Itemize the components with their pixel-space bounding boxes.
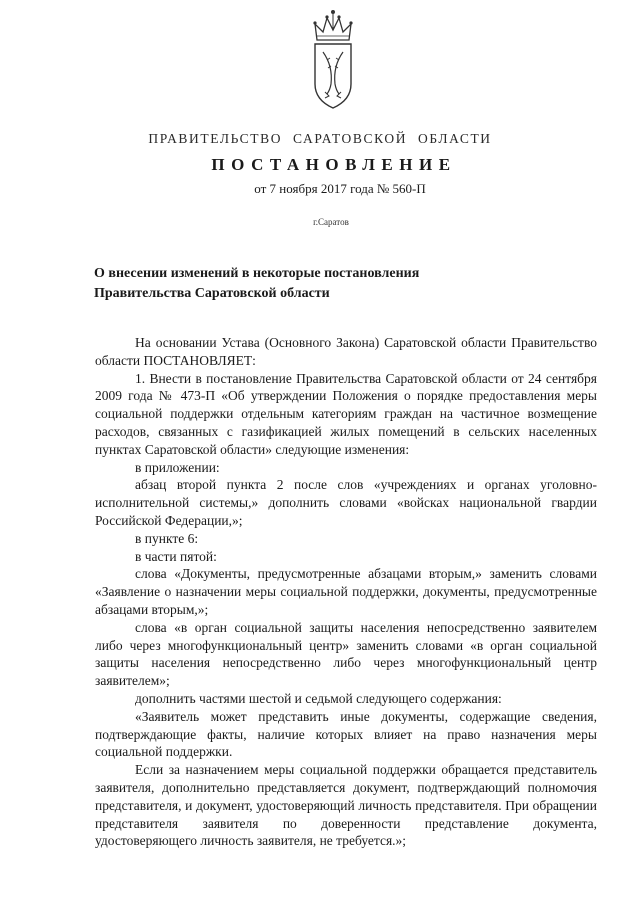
- body-paragraph: 1. Внести в постановление Правительства Саратовской области от 24 сентября 2009 года № 473-П «Об утверждении Положения о порядке предоставления меры социальной поддержки отдельным категориям граждан на частичное возмещение расходов, связанных с газификацией жилых помещений в сельских населенных пунктах Саратовской области» следующие изменения:: [95, 370, 597, 457]
- body-paragraph: дополнить частями шестой и седьмой следующего содержания:: [135, 690, 502, 706]
- document-title-line: О внесении изменений в некоторые постановления: [94, 266, 420, 281]
- document-city: г.Саратов: [313, 217, 349, 227]
- body-paragraph: Если за назначением меры социальной поддержки обращается представитель заявителя, дополнительно представляется документ, подтверждающий полномочия представителя, и документ, удостоверяющий личность представителя. При обращении представителя заявителя по доверенности представление документа, удостоверяющего личность заявителя, не требуется.»;: [95, 762, 597, 849]
- body-paragraph: в пункте 6:: [135, 530, 199, 546]
- body-paragraph: слова «в орган социальной защиты населения непосредственно заявителем либо через многофункциональный центр» заменить словами «в орган социальной защиты населения непосредственно либо через многофункциональный центр заявителем»;: [95, 619, 597, 689]
- body-paragraph: слова «Документы, предусмотренные абзацами вторым,» заменить словами «Заявление о назначении меры социальной поддержки, документы, предусмотренные абзацами вторым,»;: [95, 566, 597, 617]
- body-paragraph: абзац второй пункта 2 после слов «учреждениях и органах уголовно-исполнительной системы,» дополнить словами «войсках национальной гвардии Российской Федерации,»;: [95, 477, 597, 528]
- government-name: ПРАВИТЕЛЬСТВО САРАТОВСКОЙ ОБЛАСТИ: [148, 131, 492, 146]
- body-paragraph: в части пятой:: [135, 548, 217, 564]
- document-date-number: от 7 ноября 2017 года № 560-П: [254, 181, 426, 196]
- document-title: [94, 264, 514, 304]
- body-paragraph: «Заявитель может представить иные документы, содержащие сведения, подтверждающие факты, наличие которых влияет на право назначения меры социальной поддержки.: [95, 708, 597, 760]
- document-type-heading: ПОСТАНОВЛЕНИЕ: [211, 155, 457, 174]
- document-body: [95, 334, 597, 850]
- body-paragraph: в приложении:: [135, 459, 220, 475]
- saratov-coat-of-arms-icon: [303, 4, 363, 114]
- body-paragraph: На основании Устава (Основного Закона) Саратовской области Правительство области ПОСТАНОВЛЯЕТ:: [95, 335, 597, 368]
- document-title-line: Правительства Саратовской области: [94, 286, 330, 301]
